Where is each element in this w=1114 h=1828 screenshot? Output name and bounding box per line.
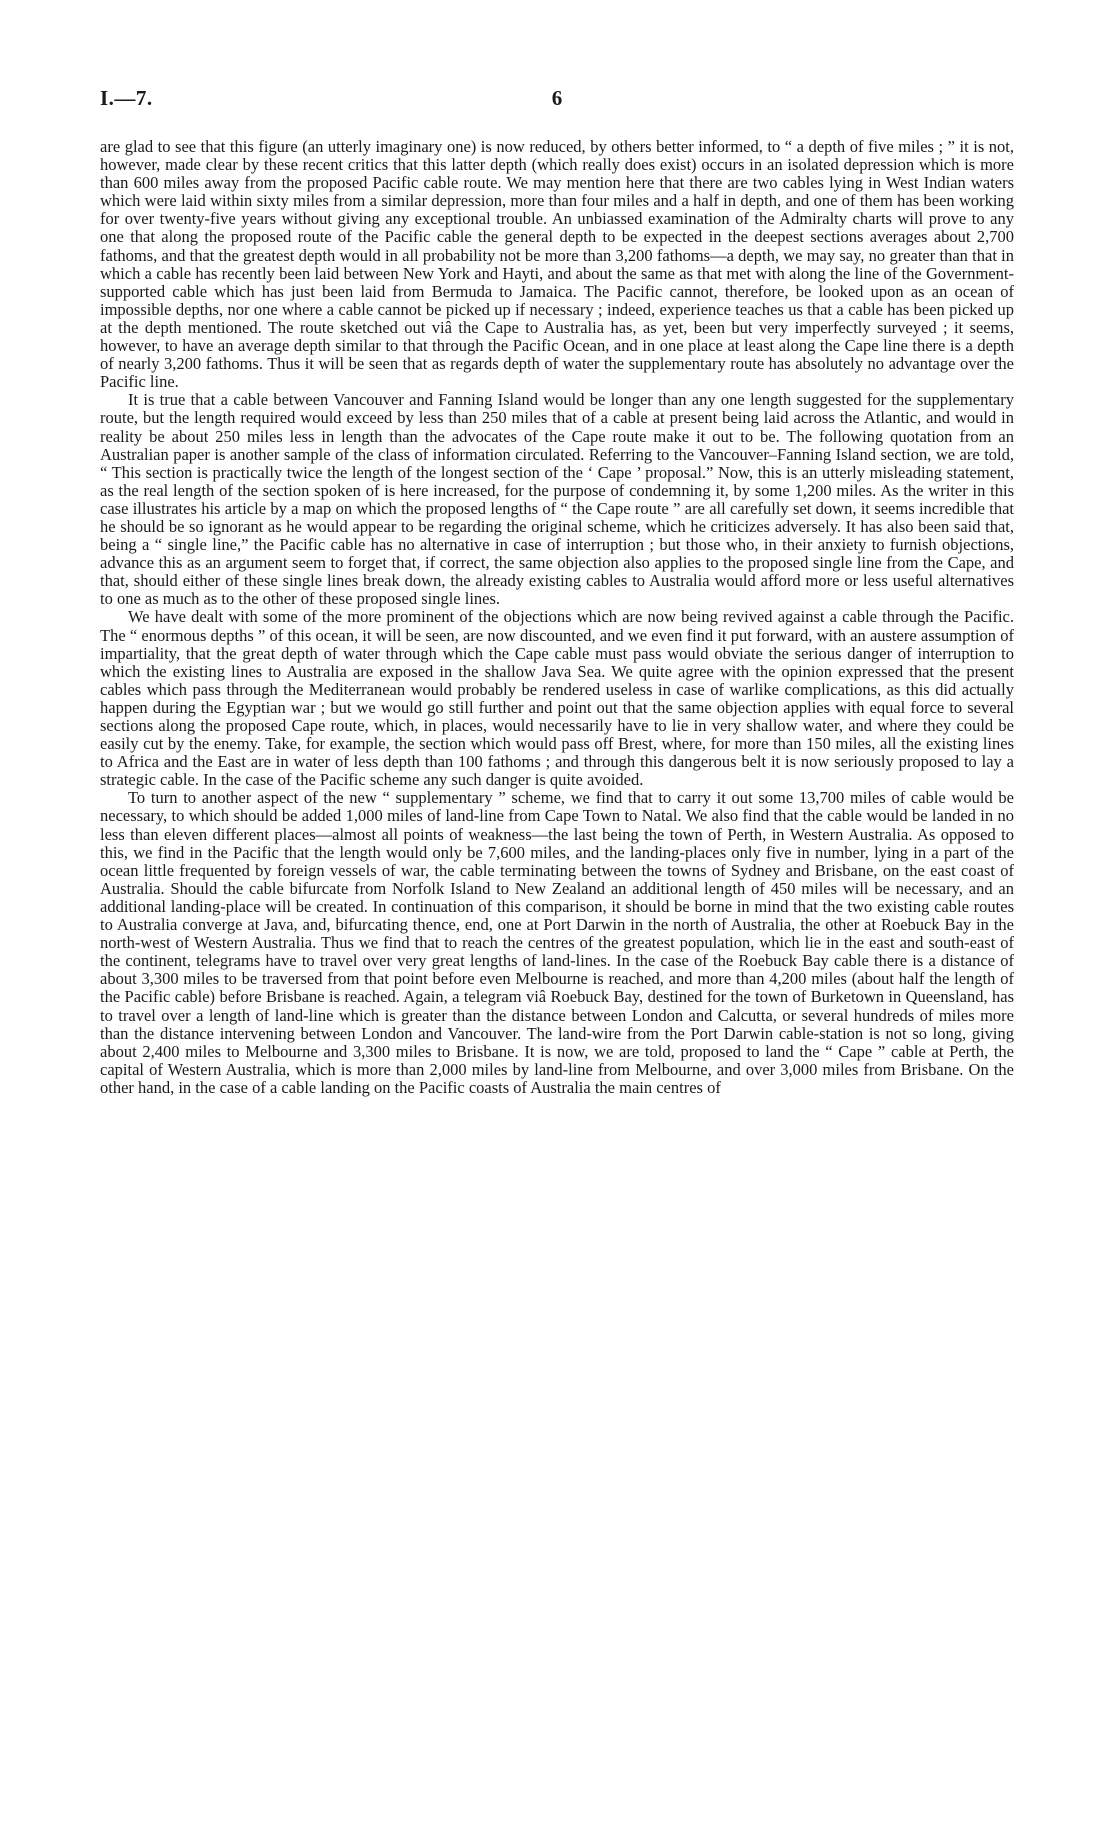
page-header <box>100 86 1014 116</box>
page-number: 6 <box>551 86 563 110</box>
paragraph-continuation: are glad to see that this figure (an utterly imaginary one) is now reduced, by others better informed, to “ a depth of five miles ; ” it is not, however, made clear by these recent critics that this latter depth (which really does exist) occurs in an isolated depression which is more than 600 miles away from the proposed Pacific cable route. We may mention here that there are two cables lying in West Indian waters which were laid within sixty miles from a similar depression, more than four miles and a half in depth, and one of them has been working for over twenty-five years without giving any exceptional trouble. An unbiassed examination of the Admiralty charts will prove to any one that along the proposed route of the Pacific cable the general depth to be expected in the deepest sections averages about 2,700 fathoms, and that the greatest depth would in all probability not be more than 3,200 fathoms—a depth, we may say, no greater than that in which a cable has recently been laid between New York and Hayti, and about the same as that met with along the line of the Government-supported cable which has just been laid from Bermuda to Jamaica. The Pacific cannot, therefore, be looked upon as an ocean of impossible depths, nor one where a cable cannot be picked up if necessary ; indeed, experience teaches us that a cable has been picked up at the depth mentioned. The route sketched out viâ the Cape to Australia has, as yet, been but very imperfectly surveyed ; it seems, however, to have an average depth similar to that through the Pacific Ocean, and in one place at least along the Cape line there is a depth of nearly 3,200 fathoms. Thus it will be seen that as regards depth of water the supplementary route has absolutely no advantage over the Pacific line. <box>100 137 1014 392</box>
paragraph-cable-length: It is true that a cable between Vancouver and Fanning Island would be longer than any one length suggested for the supplementary route, but the length required would exceed by less than 250 miles that of a cable at present being laid across the Atlantic, and would in reality be about 250 miles less in length than the advocates of the Cape route make it out to be. The following quotation from an Australian paper is another sample of the class of information circulated. Referring to the Vancouver–Fanning Island section, we are told, “ This section is practically twice the length of the longest section of the ‘ Cape ’ proposal.” Now, this is an utterly misleading statement, as the real length of the section spoken of is here increased, for the purpose of condemning it, by some 1,200 miles. As the writer in this case illustrates his article by a map on which the proposed lengths of “ the Cape route ” are all carefully set down, it seems incredible that he should be so ignorant as he would appear to be regarding the original scheme, which he criticizes adversely. It has also been said that, being a “ single line,” the Pacific cable has no alternative in case of interruption ; but those who, in their anxiety to furnish objections, advance this as an argument seem to forget that, if correct, the same objection also applies to the proposed single line from the Cape, and that, should either of these single lines break down, the already existing cables to Australia would afford more or less useful alternatives to one as much as to the other of these proposed single lines. <box>100 390 1014 609</box>
body-text <box>100 138 1014 1097</box>
paragraph-supplementary-scheme: To turn to another aspect of the new “ supplementary ” scheme, we find that to carry it out some 13,700 miles of cable would be necessary, to which should be added 1,000 miles of land-line from Cape Town to Natal. We also find that the cable would be landed in no less than eleven different places—almost all points of weakness—the last being the town of Perth, in Western Australia. As opposed to this, we find in the Pacific that the length would only be 7,600 miles, and the landing-places only five in number, lying in a part of the ocean little frequented by foreign vessels of war, the cable terminating between the towns of Sydney and Brisbane, on the east coast of Australia. Should the cable bifurcate from Norfolk Island to New Zealand an additional length of 450 miles will be necessary, and an additional landing-place will be created. In continuation of this comparison, it should be borne in mind that the two existing cable routes to Australia converge at Java, and, bifurcating thence, end, one at Port Darwin in the north of Australia, the other at Roebuck Bay in the north-west of Western Australia. Thus we find that to reach the centres of the greatest population, which lie in the east and south-east of the continent, telegrams have to travel over very great lengths of land-lines. In the case of the Roebuck Bay cable there is a distance of about 3,300 miles to be traversed from that point before even Melbourne is reached, and more than 4,200 miles (about half the length of the Pacific cable) before Brisbane is reached. Again, a telegram viâ Roebuck Bay, destined for the town of Burketown in Queensland, has to travel over a length of land-line which is greater than the distance between London and Calcutta, or several hundreds of miles more than the distance intervening between London and Vancouver. The land-wire from the Port Darwin cable-station is not so long, giving about 2,400 miles to Melbourne and 3,300 miles to Brisbane. It is now, we are told, proposed to land the “ Cape ” cable at Perth, the capital of Western Australia, which is more than 2,000 miles by land-line from Melbourne, and over 3,000 miles from Brisbane. On the other hand, in the case of a cable landing on the Pacific coasts of Australia the main centres of <box>100 788 1014 1097</box>
paragraph-objections: We have dealt with some of the more prominent of the objections which are now being revived against a cable through the Pacific. The “ enormous depths ” of this ocean, it will be seen, are now discounted, and we even find it put forward, with an austere assumption of impartiality, that the great depth of water through which the Cape cable must pass would obviate the serious danger of interruption to which the existing lines to Australia are exposed in the shallow Java Sea. We quite agree with the opinion expressed that the present cables which pass through the Mediterranean would probably be rendered useless in case of warlike complications, as this did actually happen during the Egyptian war ; but we would go still further and point out that the same objection applies with equal force to several sections along the proposed Cape route, which, in places, would necessarily have to lie in very shallow water, and where they could be easily cut by the enemy. Take, for example, the section which would pass off Brest, where, for more than 150 miles, all the existing lines to Africa and the East are in water of less depth than 100 fathoms ; and through this dangerous belt it is now seriously proposed to lay a strategic cable. In the case of the Pacific scheme any such danger is quite avoided. <box>100 607 1014 790</box>
document-reference: I.—7. <box>100 86 153 110</box>
